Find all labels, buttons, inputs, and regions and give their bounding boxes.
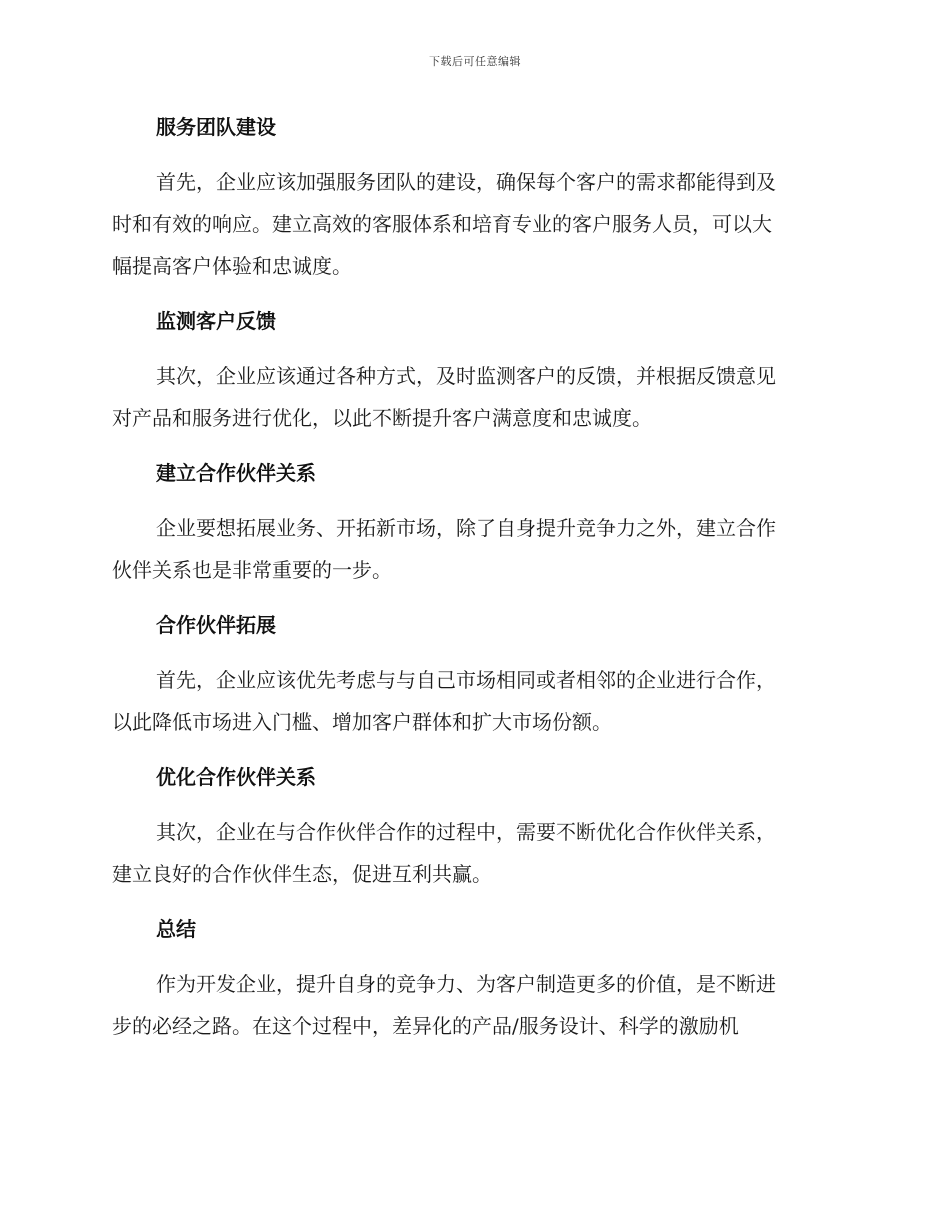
section-paragraph [112, 507, 832, 591]
section-heading: 建立合作伙伴关系 [156, 461, 316, 485]
paragraph-line: 作为开发企业，提升自身的竞争力、为客户制造更多的价值，是不断进 [156, 972, 776, 996]
paragraph-line: 其次，企业在与合作伙伴合作的过程中，需要不断优化合作伙伴关系， [156, 820, 776, 844]
section-paragraph [112, 161, 832, 287]
paragraph-line: 以此降低市场进入门槛、增加客户群体和扩大市场份额。 [112, 710, 612, 734]
paragraph-line: 时和有效的响应。建立高效的客服体系和培育专业的客户服务人员，可以大 [112, 212, 772, 236]
section-paragraph [112, 355, 832, 439]
section-heading: 服务团队建设 [156, 115, 276, 139]
section-paragraph [112, 963, 832, 1047]
paragraph-line: 幅提高客户体验和忠诚度。 [112, 254, 352, 278]
section-heading: 总结 [156, 917, 196, 941]
paragraph-line: 企业要想拓展业务、开拓新市场，除了自身提升竞争力之外，建立合作 [156, 516, 776, 540]
paragraph-line: 首先，企业应该加强服务团队的建设，确保每个客户的需求都能得到及 [156, 170, 776, 194]
paragraph-line: 首先，企业应该优先考虑与与自己市场相同或者相邻的企业进行合作， [156, 668, 776, 692]
paragraph-line: 步的必经之路。在这个过程中，差异化的产品/服务设计、科学的激励机 [112, 1014, 739, 1038]
section-heading: 监测客户反馈 [156, 309, 276, 333]
section-paragraph [112, 659, 832, 743]
section-heading: 优化合作伙伴关系 [156, 765, 316, 789]
paragraph-line: 伙伴关系也是非常重要的一步。 [112, 558, 392, 582]
page-header: 下载后可任意编辑 [429, 55, 521, 68]
paragraph-line: 对产品和服务进行优化，以此不断提升客户满意度和忠诚度。 [112, 406, 652, 430]
paragraph-line: 建立良好的合作伙伴生态，促进互利共赢。 [112, 862, 492, 886]
paragraph-line: 其次，企业应该通过各种方式，及时监测客户的反馈，并根据反馈意见 [156, 364, 776, 388]
section-heading: 合作伙伴拓展 [156, 613, 276, 637]
section-paragraph [112, 811, 832, 895]
